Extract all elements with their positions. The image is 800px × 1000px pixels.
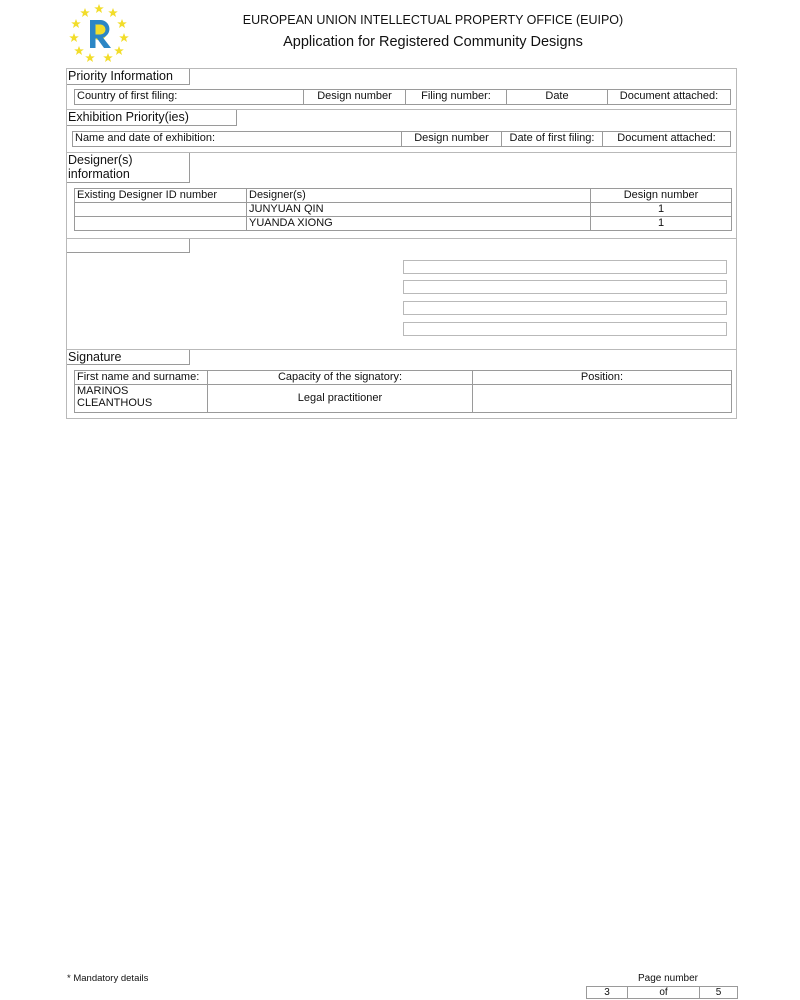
designer-id-cell — [75, 217, 247, 231]
designer-id-cell — [75, 203, 247, 217]
priority-header-row — [74, 89, 731, 105]
page-number-label: Page number — [637, 973, 699, 984]
blank-field-4 — [403, 322, 727, 336]
exhibition-section-title: Exhibition Priority(ies) — [67, 110, 237, 126]
signature-table — [74, 370, 732, 413]
unlabelled-section-tab — [67, 239, 190, 253]
designers-title-line2: information — [68, 167, 130, 181]
signature-col-capacity: Capacity of the signatory: — [208, 371, 473, 385]
euipo-logo-graphic — [66, 2, 132, 64]
page-number-box — [586, 986, 738, 999]
table-header-row — [75, 371, 732, 385]
table-header-row — [75, 189, 732, 203]
signatory-capacity-cell: Legal practitioner — [208, 385, 473, 413]
designers-table — [74, 188, 732, 231]
priority-col-country: Country of first filing: — [75, 90, 304, 104]
euipo-logo — [66, 2, 132, 64]
priority-col-date: Date — [507, 90, 608, 104]
mandatory-note: * Mandatory details — [67, 973, 149, 984]
priority-section-title: Priority Information — [67, 69, 190, 85]
office-name: EUROPEAN UNION INTELLECTUAL PROPERTY OFFICE (EUIPO) — [242, 13, 624, 27]
page-current: 3 — [587, 987, 628, 998]
designer-name-cell: YUANDA XIONG — [247, 217, 591, 231]
priority-col-document: Document attached: — [619, 90, 719, 102]
table-row — [75, 385, 732, 413]
blank-field-1 — [403, 260, 727, 274]
designer-design-number-cell: 1 — [591, 203, 732, 217]
designer-design-number-cell: 1 — [591, 217, 732, 231]
page-total: 5 — [715, 987, 722, 998]
priority-col-design-number: Design number — [304, 90, 406, 104]
exhibition-col-document: Document attached: — [617, 132, 716, 144]
form-title: Application for Registered Community Designs — [283, 34, 583, 50]
signatory-position-cell — [473, 385, 732, 413]
exhibition-col-name: Name and date of exhibition: — [73, 132, 402, 146]
table-row — [75, 203, 732, 217]
signatory-surname: CLEANTHOUS — [77, 397, 153, 409]
signature-section-title: Signature — [67, 350, 190, 365]
exhibition-col-first-filing: Date of first filing: — [502, 132, 603, 146]
designer-name-cell: JUNYUAN QIN — [247, 203, 591, 217]
designers-title-line1: Designer(s) — [68, 153, 133, 167]
designers-col-design-number: Design number — [591, 189, 732, 203]
application-form — [66, 68, 737, 419]
exhibition-header-row — [72, 131, 731, 147]
page-of: of — [628, 987, 700, 998]
designers-col-name: Designer(s) — [247, 189, 591, 203]
table-row — [75, 217, 732, 231]
blank-field-3 — [403, 301, 727, 315]
signatory-first-name: MARINOS — [77, 385, 129, 397]
designers-section-title — [67, 153, 190, 183]
signatory-name-cell — [75, 385, 208, 413]
exhibition-col-design-number: Design number — [402, 132, 502, 146]
designers-col-id: Existing Designer ID number — [75, 189, 247, 203]
signature-col-name: First name and surname: — [75, 371, 208, 385]
blank-field-2 — [403, 280, 727, 294]
priority-col-filing-number: Filing number: — [406, 90, 507, 104]
signature-col-position: Position: — [473, 371, 732, 385]
